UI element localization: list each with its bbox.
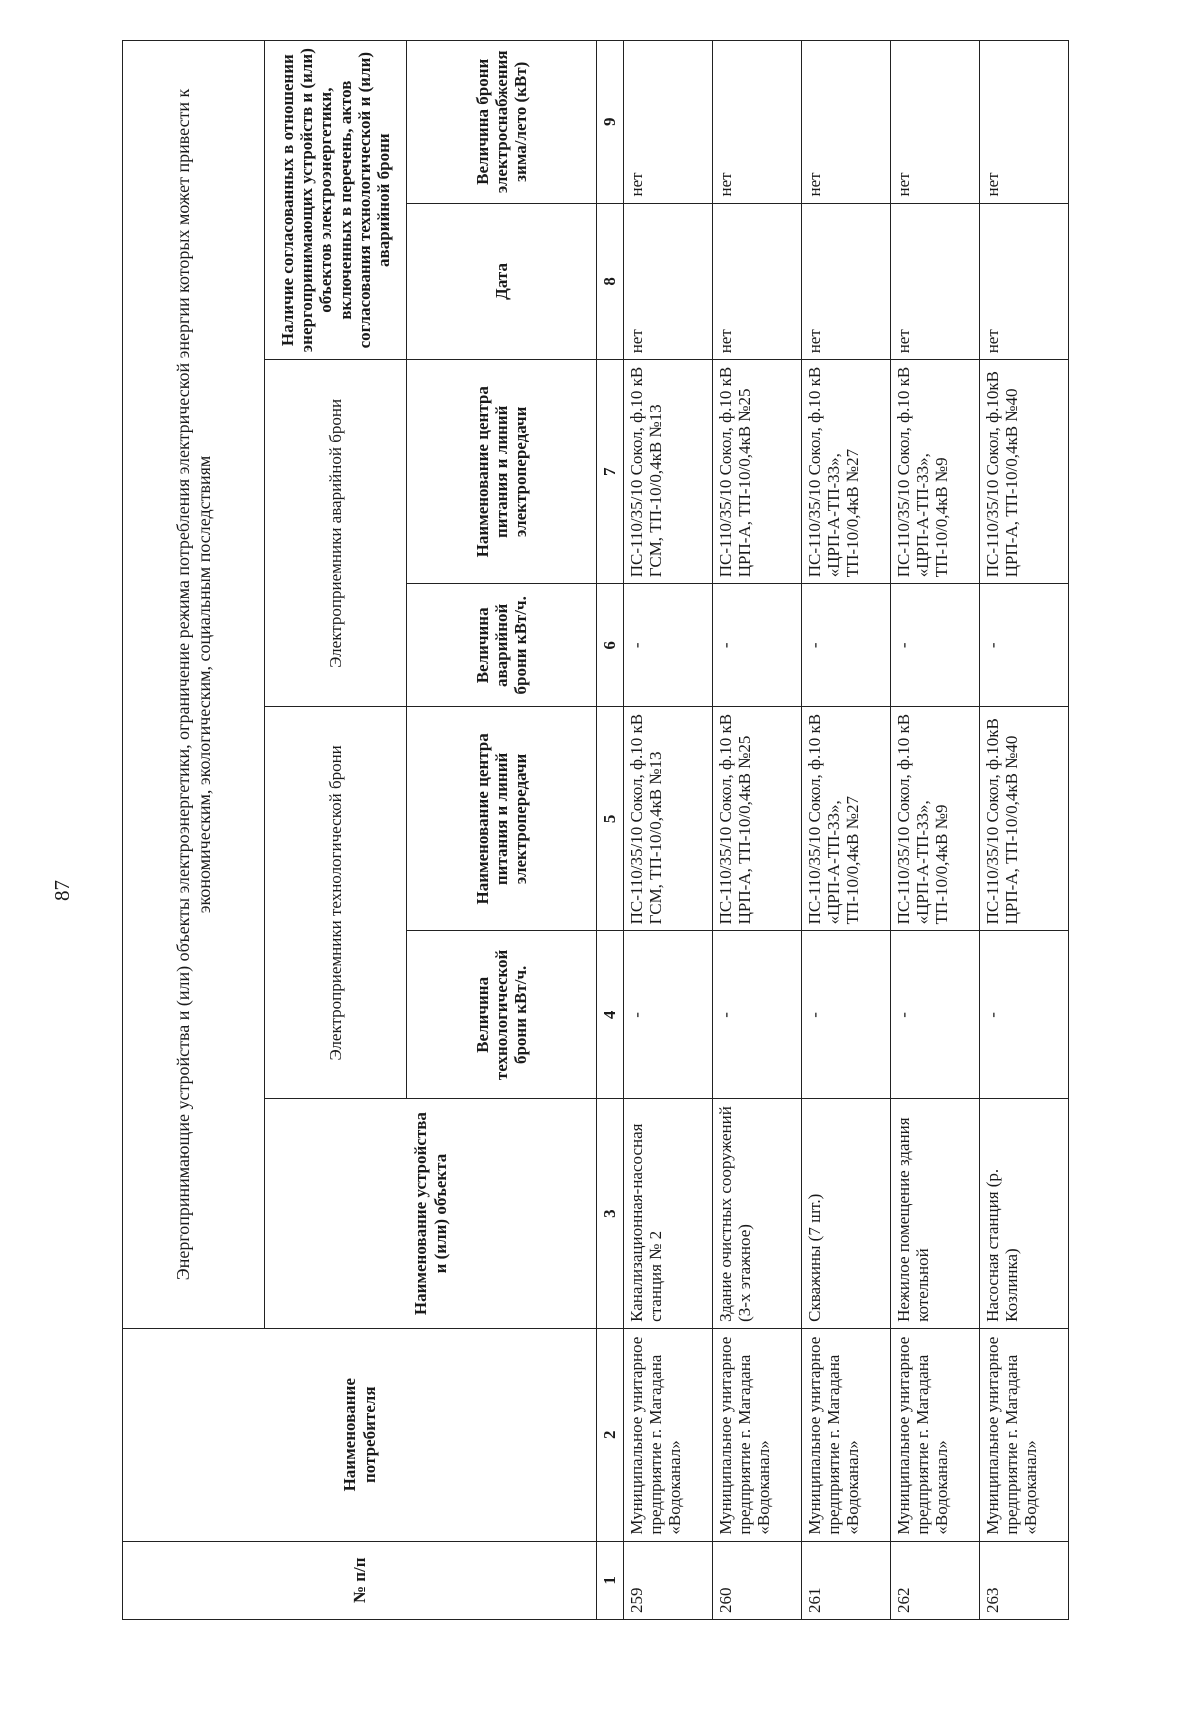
row-device: Здание очистных сооружений (3-х этажное) bbox=[713, 1099, 802, 1329]
row-tech-center: ПС-110/35/10 Сокол, ф.10 кВ ГСМ, ТП-10/0,4кВ №13 bbox=[624, 707, 713, 931]
column-number: 7 bbox=[597, 360, 624, 584]
table-row bbox=[624, 41, 713, 1620]
row-tech-value: - bbox=[713, 931, 802, 1099]
rotated-table-container bbox=[122, 40, 1042, 1620]
header-device: Наименование устройства и (или) объекта bbox=[265, 1099, 597, 1329]
header-consumer: Наименование потребителя bbox=[123, 1328, 597, 1541]
row-value: нет bbox=[713, 41, 802, 204]
header-agree-date: Дата bbox=[407, 203, 597, 360]
column-number: 8 bbox=[597, 203, 624, 360]
header-num: № п/п bbox=[123, 1541, 597, 1619]
row-num: 262 bbox=[891, 1541, 980, 1619]
header-emerg-value: Величина аварийной брони кВт/ч. bbox=[407, 584, 597, 707]
table-row bbox=[802, 41, 891, 1620]
row-consumer: Муниципальное унитарное предприятие г. Магадана «Водоканал» bbox=[891, 1328, 980, 1541]
row-num: 263 bbox=[980, 1541, 1069, 1619]
row-tech-center: ПС-110/35/10 Сокол, ф.10кВ ЦРП-А, ТП-10/0,4кВ №40 bbox=[980, 707, 1069, 931]
row-emerg-value: - bbox=[802, 584, 891, 707]
table-row bbox=[713, 41, 802, 1620]
row-num: 260 bbox=[713, 1541, 802, 1619]
row-tech-center: ПС-110/35/10 Сокол, ф.10 кВ «ЦРП-А-ТП-33», ТП-10/0,4кВ №27 bbox=[802, 707, 891, 931]
row-device: Нежилое помещение здания котельной bbox=[891, 1099, 980, 1329]
table-row bbox=[980, 41, 1069, 1620]
row-emerg-center: ПС-110/35/10 Сокол, ф.10 кВ «ЦРП-А-ТП-33», ТП-10/0,4кВ №9 bbox=[891, 360, 980, 584]
column-number: 9 bbox=[597, 41, 624, 204]
row-emerg-center: ПС-110/35/10 Сокол, ф.10кВ ЦРП-А, ТП-10/0,4кВ №40 bbox=[980, 360, 1069, 584]
column-number: 5 bbox=[597, 707, 624, 931]
row-consumer: Муниципальное унитарное предприятие г. Магадана «Водоканал» bbox=[624, 1328, 713, 1541]
column-number: 4 bbox=[597, 931, 624, 1099]
row-tech-value: - bbox=[980, 931, 1069, 1099]
column-number: 3 bbox=[597, 1099, 624, 1329]
header-tech-center: Наименование центра питания и линий электропередачи bbox=[407, 707, 597, 931]
row-num: 259 bbox=[624, 1541, 713, 1619]
column-number: 2 bbox=[597, 1328, 624, 1541]
header-agree-group: Наличие согласованных в отношении энергопринимающих устройств и (или) объектов электроэнергетики, включенных в перечень, актов согласования технологической и (или) аварийной брони bbox=[265, 41, 407, 360]
row-date: нет bbox=[624, 203, 713, 360]
row-emerg-center: ПС-110/35/10 Сокол, ф.10 кВ «ЦРП-А-ТП-33», ТП-10/0,4кВ №27 bbox=[802, 360, 891, 584]
row-value: нет bbox=[624, 41, 713, 204]
header-emerg-center: Наименование центра питания и линий электропередачи bbox=[407, 360, 597, 584]
table-title: Энергопринимающие устройства и (или) объекты электроэнергетики, ограничение режима потребления электрической энергии которых может привести к экономическим, экологическим, социальным последствиям bbox=[123, 41, 265, 1329]
row-consumer: Муниципальное унитарное предприятие г. Магадана «Водоканал» bbox=[713, 1328, 802, 1541]
row-consumer: Муниципальное унитарное предприятие г. Магадана «Водоканал» bbox=[980, 1328, 1069, 1541]
row-num: 261 bbox=[802, 1541, 891, 1619]
header-emerg-group: Электроприемники аварийной брони bbox=[265, 360, 407, 707]
row-tech-value: - bbox=[624, 931, 713, 1099]
column-number-row bbox=[597, 41, 624, 1620]
row-date: нет bbox=[980, 203, 1069, 360]
row-tech-value: - bbox=[891, 931, 980, 1099]
row-date: нет bbox=[891, 203, 980, 360]
row-value: нет bbox=[802, 41, 891, 204]
row-emerg-value: - bbox=[624, 584, 713, 707]
reserve-table bbox=[122, 40, 1069, 1620]
header-tech-value: Величина технологической брони кВт/ч. bbox=[407, 931, 597, 1099]
row-emerg-value: - bbox=[891, 584, 980, 707]
column-number: 6 bbox=[597, 584, 624, 707]
row-emerg-value: - bbox=[980, 584, 1069, 707]
row-emerg-center: ПС-110/35/10 Сокол, ф.10 кВ ГСМ, ТП-10/0,4кВ №13 bbox=[624, 360, 713, 584]
row-device: Скважины (7 шт.) bbox=[802, 1099, 891, 1329]
row-device: Насосная станция (р. Козлинка) bbox=[980, 1099, 1069, 1329]
column-number: 1 bbox=[597, 1541, 624, 1619]
page-number: 87 bbox=[50, 880, 74, 901]
row-date: нет bbox=[802, 203, 891, 360]
row-consumer: Муниципальное унитарное предприятие г. Магадана «Водоканал» bbox=[802, 1328, 891, 1541]
row-emerg-value: - bbox=[713, 584, 802, 707]
row-value: нет bbox=[891, 41, 980, 204]
row-tech-center: ПС-110/35/10 Сокол, ф.10 кВ ЦРП-А, ТП-10/0,4кВ №25 bbox=[713, 707, 802, 931]
row-emerg-center: ПС-110/35/10 Сокол, ф.10 кВ ЦРП-А, ТП-10/0,4кВ №25 bbox=[713, 360, 802, 584]
header-tech-group: Электроприемники технологической брони bbox=[265, 707, 407, 1099]
row-value: нет bbox=[980, 41, 1069, 204]
table-row bbox=[891, 41, 980, 1620]
row-date: нет bbox=[713, 203, 802, 360]
header-agree-value: Величина брони электроснабжения зима/лето (кВт) bbox=[407, 41, 597, 204]
row-tech-center: ПС-110/35/10 Сокол, ф.10 кВ «ЦРП-А-ТП-33», ТП-10/0,4кВ №9 bbox=[891, 707, 980, 931]
row-tech-value: - bbox=[802, 931, 891, 1099]
row-device: Канализационная-насосная станция № 2 bbox=[624, 1099, 713, 1329]
